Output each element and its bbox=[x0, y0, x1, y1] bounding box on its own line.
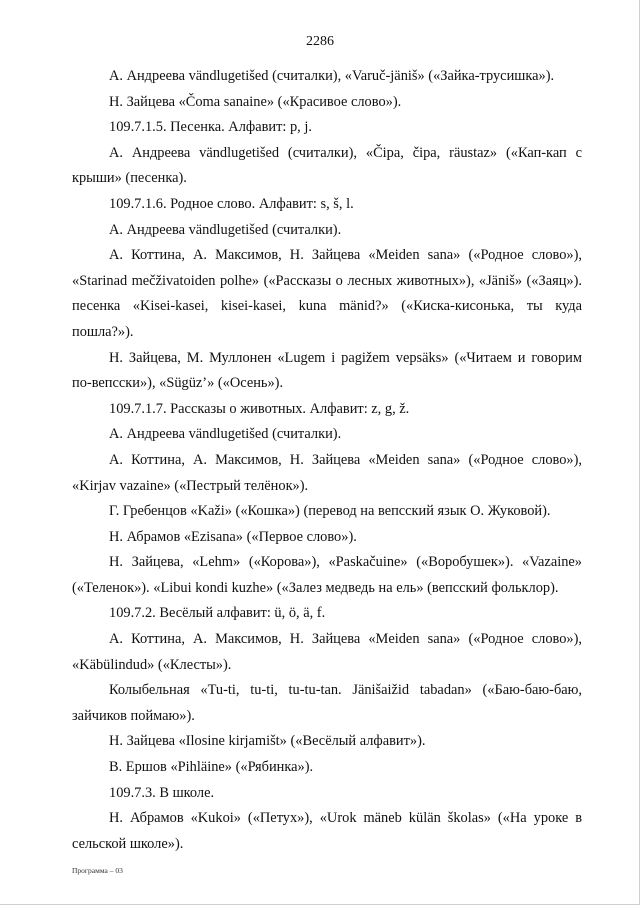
paragraph: Н. Абрамов «Ezisana» («Первое слово»). bbox=[109, 528, 357, 545]
page-footer: Программа – 03 bbox=[72, 866, 123, 875]
paragraph: А. Коттина, А. Максимов, Н. Зайцева «Meiden sana» («Родное слово»), «Käbülindud» («Клесты»). bbox=[72, 631, 582, 673]
paragraph: А. Андреева vändlugetišed (считалки). bbox=[109, 221, 342, 238]
section-heading: 109.7.1.5. Песенка. Алфавит: p, j. bbox=[109, 119, 312, 136]
section-heading: 109.7.2. Весёлый алфавит: ü, ö, ä, f. bbox=[109, 605, 326, 622]
section-heading: 109.7.1.6. Родное слово. Алфавит: s, š, l. bbox=[109, 195, 354, 212]
section-heading: 109.7.1.7. Рассказы о животных. Алфавит: z, g, ž. bbox=[109, 400, 410, 417]
paragraph: Н. Абрамов «Kukoi» («Петух»), «Urok mäneb külän školas» («На уроке в сельской школе»). bbox=[72, 810, 582, 852]
page-number: 2286 bbox=[306, 34, 334, 49]
document-body bbox=[72, 64, 582, 857]
paragraph: А. Коттина, А. Максимов, Н. Зайцева «Meiden sana» («Родное слово»), «Kirjav vazaine» («Пестрый телёнок»). bbox=[72, 451, 582, 494]
paragraph: Н. Зайцева «Ilosine kirjamišt» («Весёлый алфавит»). bbox=[109, 733, 426, 750]
paragraph: Н. Зайцева, М. Муллонен «Lugem i pagižem vepsäks» («Читаем и говорим по-вепсски»), «Sügüz’» («Осень»). bbox=[72, 349, 582, 392]
paragraph: Г. Гребенцов «Kaži» («Кошка») (перевод на вепсский язык О. Жуковой). bbox=[109, 503, 551, 520]
paragraph: Колыбельная «Tu-ti, tu-ti, tu-tu-tan. Jänišaižid tabadan» («Баю-баю-баю, зайчиков поймаю»). bbox=[72, 682, 582, 724]
paragraph: В. Ершов «Pihläine» («Рябинка»). bbox=[109, 759, 314, 776]
paragraph: А. Коттина, А. Максимов, Н. Зайцева «Meiden sana» («Родное слово»), «Starinad mečživatoiden polhe» («Рассказы о лесных животных»), «Jäniš» («Заяц»). песенка «Kisei-kasei, kisei-kasei, kuna mänid?» («Киска-кисонька, ты куда пошла?»). bbox=[72, 247, 582, 340]
paragraph: Н. Зайцева «Čoma sanaine» («Красивое слово»). bbox=[109, 93, 402, 110]
paragraph: Н. Зайцева, «Lehm» («Корова»), «Paskačuine» («Воробушек»). «Vazaine» («Теленок»). «Libui kondi kuzhe» («Залез медведь на ель» (вепсский фольклор). bbox=[72, 554, 582, 596]
section-heading: 109.7.3. В школе. bbox=[109, 784, 215, 801]
paragraph: А. Андреева vändlugetišed (считалки). bbox=[109, 426, 342, 443]
paragraph: А. Андреева vändlugetišed (считалки), «Varuč-jäniš» («Зайка-трусишка»). bbox=[109, 68, 555, 84]
paragraph: А. Андреева vändlugetišed (считалки), «Čipa, čipa, räustaz» («Кап-кап с крыши» (песенка). bbox=[72, 144, 582, 187]
